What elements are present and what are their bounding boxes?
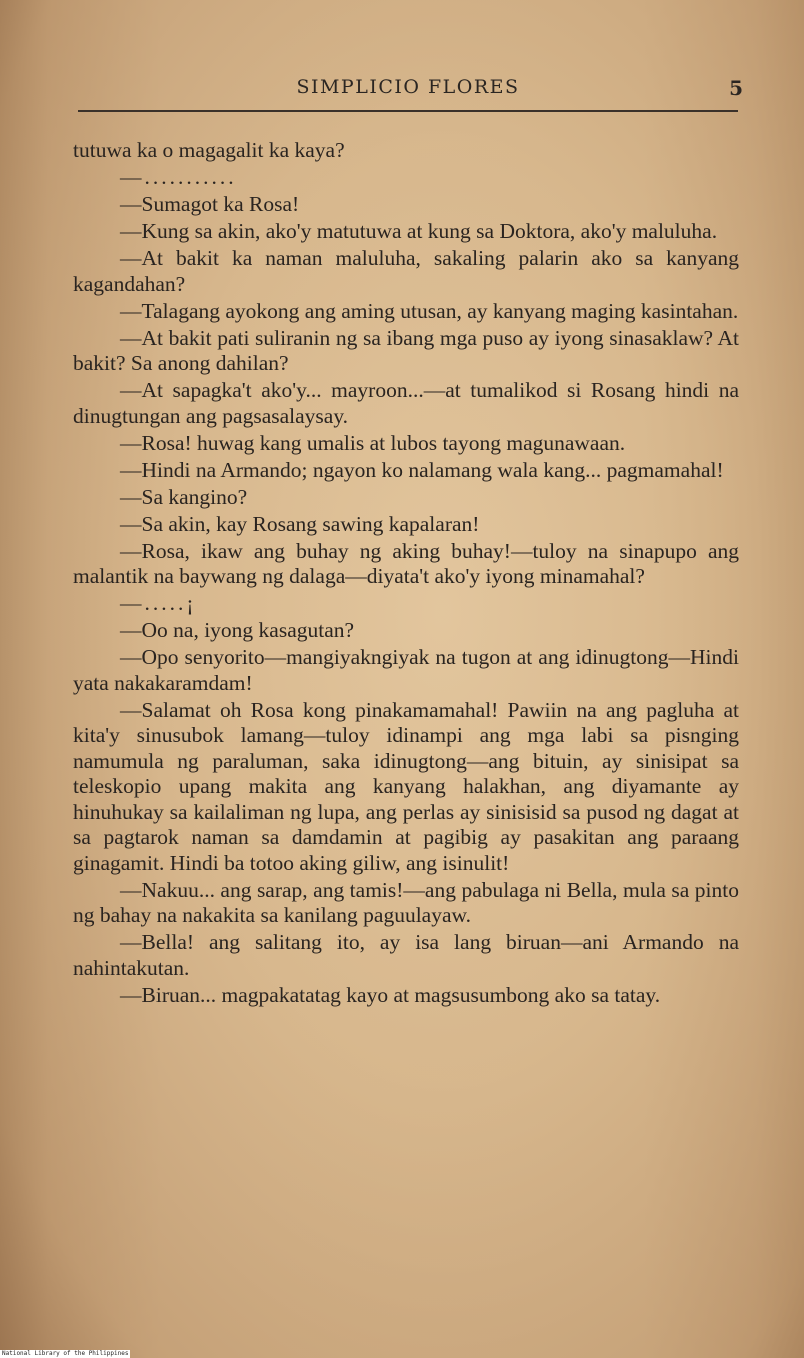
paragraph: —Kung sa akin, ako'y matutuwa at kung sa Doktora, ako'y maluluha. bbox=[120, 219, 718, 243]
paragraph: —Talagang ayokong ang aming utusan, ay kanyang maging kasintahan. bbox=[120, 298, 739, 323]
paragraph: —Opo senyorito—mangiyakngiyak na tugon at ang idinugtong—Hindi yata nakakaramdam! bbox=[73, 645, 739, 695]
header-rule bbox=[78, 110, 738, 112]
paragraph: —Oo na, iyong kasagutan? bbox=[120, 618, 355, 642]
paragraph: —.....¡ bbox=[120, 591, 197, 615]
running-head: SIMPLICIO FLORES bbox=[296, 76, 520, 98]
paragraph: —Sumagot ka Rosa! bbox=[120, 192, 300, 216]
paragraph: —Bella! ang salitang ito, ay isa lang biruan—ani Armando na nahintakutan. bbox=[73, 930, 739, 980]
paragraph: —Hindi na Armando; ngayon ko nalamang wala kang... pagmamahal! bbox=[120, 457, 724, 482]
page-header bbox=[73, 76, 743, 104]
paragraph: —Nakuu... ang sarap, ang tamis!—ang pabulaga ni Bella, mula sa pinto ng bahay na nakakita sa kanilang paguulayaw. bbox=[73, 877, 739, 927]
library-credit: National Library of the Philippines bbox=[2, 1350, 129, 1357]
paragraph: —Sa kangino? bbox=[120, 484, 248, 509]
paragraph: —At bakit pati suliranin ng sa ibang mga puso ay iyong sinasaklaw? At bakit? Sa anong dahilan? bbox=[73, 325, 739, 375]
body-text bbox=[73, 138, 739, 1010]
paragraph: tutuwa ka o magagalit ka kaya? bbox=[73, 138, 345, 162]
paragraph: —At sapagka't ako'y... mayroon...—at tumalikod si Rosang hindi na dinugtungan ang pagsasalaysay. bbox=[73, 378, 739, 428]
page-number: 5 bbox=[729, 76, 743, 100]
paragraph: —Biruan... magpakatatag kayo at magsusumbong ako sa tatay. bbox=[120, 982, 661, 1007]
paragraph: —........... bbox=[120, 165, 237, 189]
paragraph: —At bakit ka naman maluluha, sakaling palarin ako sa kanyang kagandahan? bbox=[73, 246, 739, 296]
paragraph: —Rosa! huwag kang umalis at lubos tayong magunawaan. bbox=[120, 430, 626, 455]
paragraph: —Salamat oh Rosa kong pinakamamahal! Pawiin na ang pagluha at kita'y sinusubok lamang—tuloy idinampi ang mga labi sa pisnging namumula ng paraluman, saka idinugtong—ang bituin, ay sinisipat sa teleskopio upang makita ang kanyang halakhan, ang diyamante ay hinuhukay sa kailaliman ng lupa, ang perlas ay sinisisid sa pusod ng dagat at sa pagtarok naman sa damdamin at pagibig ay pasakitan ang paraang ginagamit. Hindi ba totoo aking giliw, ang isinulit! bbox=[73, 697, 739, 875]
paragraph: —Rosa, ikaw ang buhay ng aking buhay!—tuloy na sinapupo ang malantik na baywang ng dalaga—diyata't ako'y iyong minamahal? bbox=[73, 538, 739, 588]
paragraph: —Sa akin, kay Rosang sawing kapalaran! bbox=[120, 511, 480, 536]
